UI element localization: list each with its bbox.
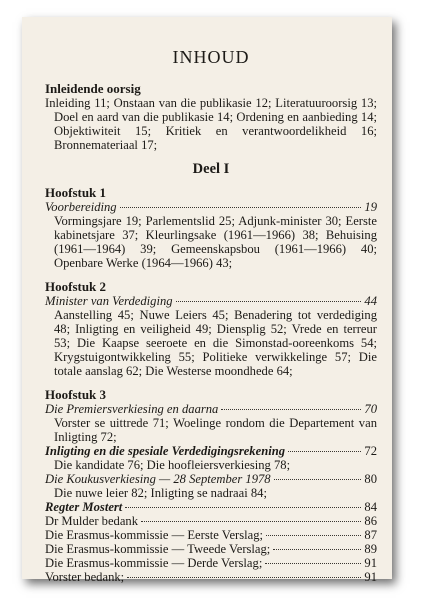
chapter-2-text: Aanstelling 45; Nuwe Leiers 45; Benadering tot verdediging 48; Inligting en veiligheid 49; Diensplig 52; Vrede en terreur 53; Die Kaapse seeroete en die Simonstad-ooreenkoms 54; Krygstuigontwikkeling 55; Politieke verwikkelinge 57; Die totale aanslag 62; Die Westerse moondhede 64; (54, 308, 377, 378)
leader-dots (265, 563, 361, 564)
chapter-3-entry-1 (45, 402, 377, 416)
leader-dots (141, 521, 361, 522)
entry-title: Voorbereiding (45, 200, 117, 214)
leader-dots (221, 409, 361, 410)
toc-content (45, 47, 377, 584)
entry-page: 72 (364, 444, 377, 458)
entry-page: 91 (364, 570, 377, 584)
chapter-3-entry-7 (45, 542, 377, 556)
entry-title: Regter Mostert (45, 500, 123, 514)
chapter-3-entry-5 (45, 514, 377, 528)
chapter-3-entry-2 (45, 444, 377, 458)
chapter-3-text-3: Die nuwe leier 82; Inligting se nadraai 84; (54, 486, 267, 500)
leader-dots (125, 507, 361, 508)
entry-title: Die Erasmus-kommissie — Eerste Verslag; (45, 528, 264, 542)
intro-heading: Inleidende oorsig (45, 81, 141, 96)
chapter-3-entry-9 (45, 570, 377, 584)
entry-title: Vorster bedank; (45, 570, 125, 584)
chapter-3-heading: Hoofstuk 3 (45, 387, 107, 402)
entry-title: Die Erasmus-kommissie — Tweede Verslag; (45, 542, 271, 556)
page-heading: INHOUD (172, 47, 250, 67)
entry-title: Die Premiersverkiesing en daarna (45, 402, 219, 416)
part-heading: Deel I (192, 161, 230, 177)
chapter-2-heading: Hoofstuk 2 (45, 279, 107, 294)
entry-page: 86 (364, 514, 377, 528)
leader-dots (127, 577, 361, 578)
chapter-3-entry-3 (45, 472, 377, 486)
entry-page: 84 (364, 500, 377, 514)
chapter-1-heading: Hoofstuk 1 (45, 185, 107, 200)
chapter-3-entry-4 (45, 500, 377, 514)
chapter-3-text-1: Vorster se uittrede 71; Woelinge rondom die Departement van Inligting 72; (54, 416, 377, 444)
leader-dots (176, 301, 362, 302)
leader-dots (273, 549, 361, 550)
entry-page: 80 (364, 472, 377, 486)
leader-dots (266, 535, 361, 536)
entry-page: 19 (364, 200, 377, 214)
chapter-2-entry (45, 294, 377, 308)
chapter-1-entry (45, 200, 377, 214)
entry-page: 89 (364, 542, 377, 556)
chapter-3-text-2: Die kandidate 76; Die hoofleiersverkiesing 78; (54, 458, 291, 472)
chapter-3-entry-6 (45, 528, 377, 542)
entry-title: Die Koukusverkiesing — 28 September 1978 (45, 472, 271, 486)
entry-page: 70 (364, 402, 377, 416)
entry-title: Die Erasmus-kommissie — Derde Verslag; (45, 556, 263, 570)
leader-dots (120, 207, 362, 208)
entry-title: Minister van Verdediging (45, 294, 173, 308)
entry-title: Inligting en die spesiale Verdedigingsrekening (45, 444, 286, 458)
chapter-3-entry-8 (45, 556, 377, 570)
entry-page: 44 (364, 294, 377, 308)
leader-dots (274, 479, 362, 480)
book-page (22, 17, 392, 584)
chapter-1-text: Vormingsjare 19; Parlementslid 25; Adjunk-minister 30; Eerste kabinetsjare 37; Kleurlingsake (1961—1966) 38; Behuising (1961—1964) 39; Gemeenskapsbou (1961—1966) 40; Openbare Werke (1964—1966) 43; (54, 214, 377, 270)
entry-page: 87 (364, 528, 377, 542)
intro-text: Inleiding 11; Onstaan van die publikasie 12; Literatuuroorsig 13; Doel en aard van die publikasie 14; Ordening en aanbieding 14; Objektiwiteit 15; Kritiek en verantwoordelikheid 16; Bronnemateriaal 17; (45, 96, 377, 152)
entry-page: 91 (364, 556, 377, 570)
leader-dots (288, 451, 361, 452)
entry-title: Dr Mulder bedank (45, 514, 139, 528)
